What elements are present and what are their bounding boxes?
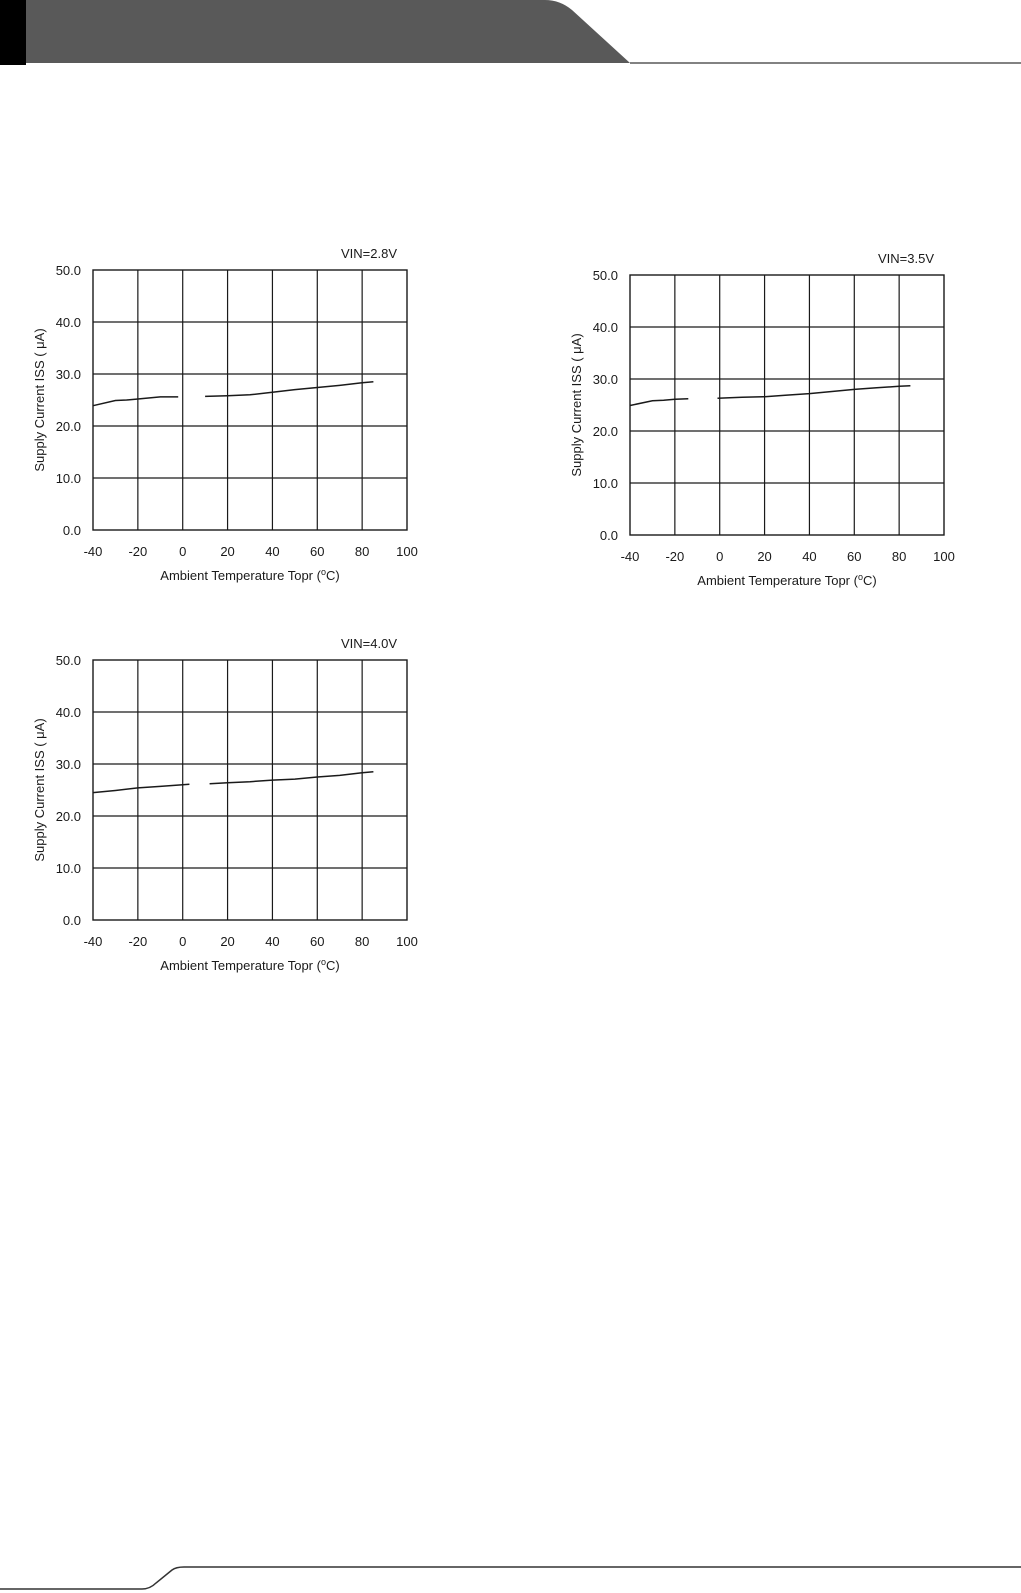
x-tick-label: 20 — [757, 549, 772, 564]
x-tick-label: 100 — [396, 544, 418, 559]
chart-title: VIN=2.8V — [340, 246, 397, 261]
chart-vin-2-8v — [30, 240, 430, 600]
header-bar — [26, 0, 630, 63]
header-band — [0, 0, 1021, 70]
x-tick-label: 100 — [933, 549, 955, 564]
plot-area — [93, 270, 407, 530]
x-tick-label: -20 — [128, 544, 148, 559]
y-tick-label: 10.0 — [592, 476, 618, 491]
y-tick-label: 0.0 — [62, 523, 81, 538]
x-tick-label: -40 — [620, 549, 640, 564]
y-tick-label: 10.0 — [55, 861, 81, 876]
x-tick-label: 80 — [354, 544, 370, 559]
chart-vin-3-5v — [567, 245, 967, 605]
y-tick-label: 40.0 — [55, 705, 81, 720]
y-axis-label: Supply Current ISS ( μA) — [32, 328, 47, 472]
x-axis-label: Ambient Temperature Topr ($^o$C) — [697, 572, 877, 588]
y-tick-label: 30.0 — [592, 372, 618, 387]
x-tick-label: 40 — [265, 934, 280, 949]
y-tick-label: 50.0 — [55, 263, 81, 278]
y-tick-label: 50.0 — [592, 268, 618, 283]
y-axis-label: Supply Current ISS ( μA) — [32, 718, 47, 862]
y-tick-label: 20.0 — [592, 424, 618, 439]
x-tick-label: 40 — [802, 549, 817, 564]
x-axis-label: Ambient Temperature Topr ($^o$C) — [160, 567, 340, 583]
footer-band — [0, 1555, 1021, 1593]
x-tick-label: 80 — [891, 549, 907, 564]
y-tick-label: 50.0 — [55, 653, 81, 668]
x-tick-label: -40 — [83, 934, 103, 949]
y-tick-label: 40.0 — [55, 315, 81, 330]
x-tick-label: 20 — [220, 544, 235, 559]
header-left-block — [0, 0, 26, 65]
y-tick-label: 0.0 — [62, 913, 81, 928]
y-tick-label: 10.0 — [55, 471, 81, 486]
chart-title: VIN=4.0V — [340, 636, 397, 651]
y-tick-label: 0.0 — [599, 528, 618, 543]
x-tick-label: 60 — [847, 549, 862, 564]
y-tick-label: 30.0 — [55, 367, 81, 382]
x-tick-label: 100 — [396, 934, 418, 949]
x-tick-label: -40 — [83, 544, 103, 559]
y-axis-label: Supply Current ISS ( μA) — [569, 333, 584, 477]
chart-title: VIN=3.5V — [877, 251, 934, 266]
plot-area — [93, 660, 407, 920]
x-axis-label: Ambient Temperature Topr ($^o$C) — [160, 957, 340, 973]
y-tick-label: 40.0 — [592, 320, 618, 335]
y-tick-label: 20.0 — [55, 809, 81, 824]
x-tick-label: -20 — [665, 549, 685, 564]
x-tick-label: 40 — [265, 544, 280, 559]
x-tick-label: 0 — [179, 544, 187, 559]
plot-area — [630, 275, 944, 535]
x-tick-label: 0 — [716, 549, 724, 564]
x-tick-label: 60 — [310, 934, 325, 949]
x-tick-label: 80 — [354, 934, 370, 949]
x-tick-label: 20 — [220, 934, 235, 949]
y-tick-label: 20.0 — [55, 419, 81, 434]
chart-vin-4-0v — [30, 630, 430, 990]
footer-rule — [0, 1567, 1021, 1589]
x-tick-label: 60 — [310, 544, 325, 559]
x-tick-label: -20 — [128, 934, 148, 949]
x-tick-label: 0 — [179, 934, 187, 949]
y-tick-label: 30.0 — [55, 757, 81, 772]
